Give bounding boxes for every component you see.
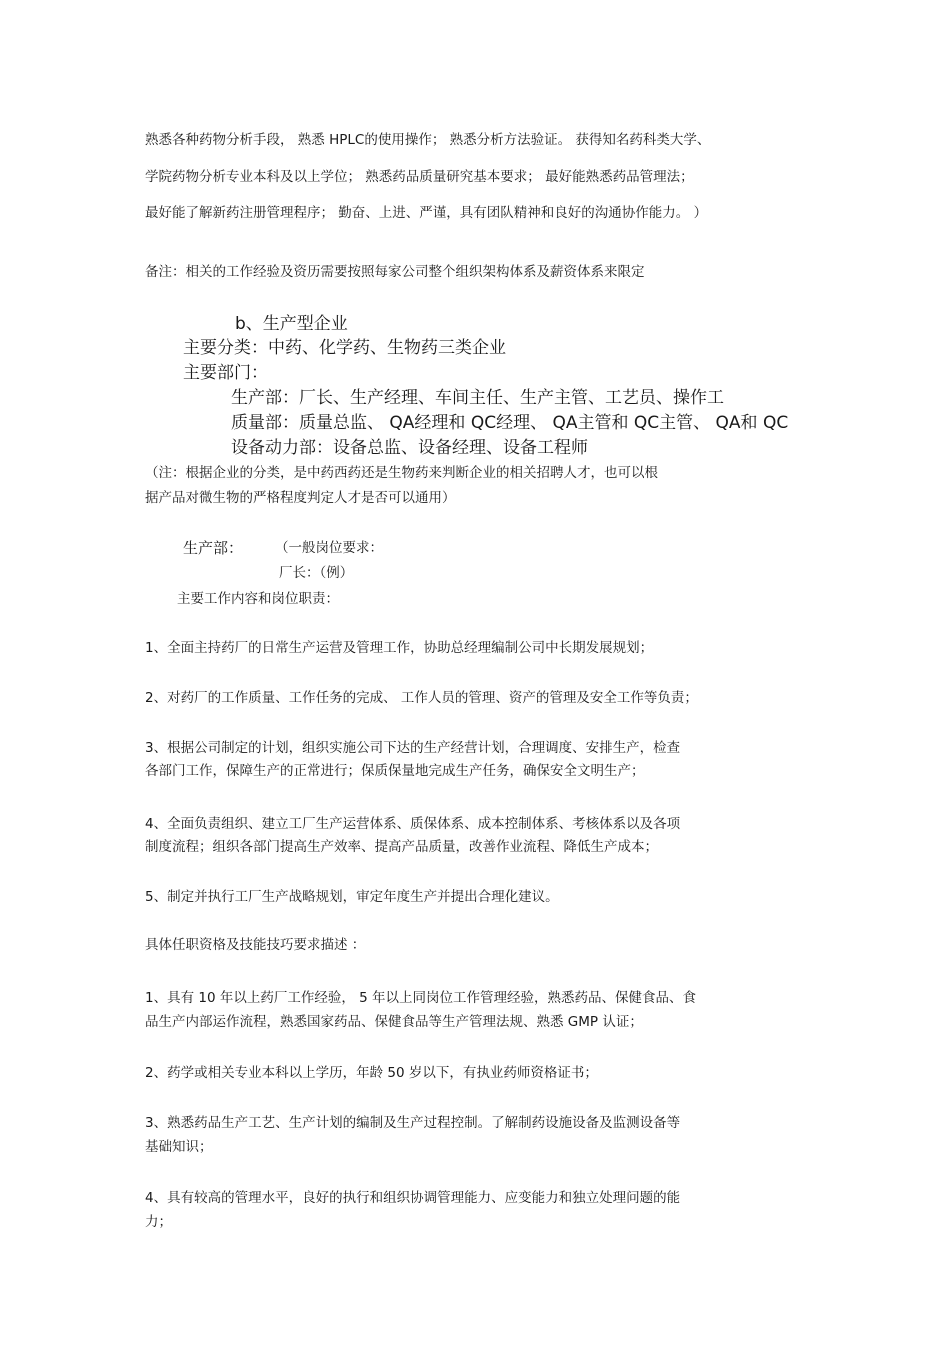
qualification-item-4-line-2: 力； [145,1214,172,1230]
duty-item-4-line-1: 4、全面负责组织、建立工厂生产运营体系、质保体系、成本控制体系、考核体系以及各项 [145,816,681,832]
duties-title: 主要工作内容和岗位职责： [177,591,339,607]
qualification-item-2: 2、药学或相关专业本科以上学历，年龄 50 岁以下，有执业药师资格证书； [145,1065,598,1081]
intro-line-3: 最好能了解新药注册管理程序； 勤奋、上进、严谨，具有团队精神和良好的沟通协作能力。 ） [145,205,708,221]
note-line-1: （注：根据企业的分类，是中药西药还是生物药来判断企业的相关招聘人才，也可以根 [145,465,658,481]
general-requirement: （一般岗位要求： [275,540,383,556]
remark-text: 备注：相关的工作经验及资历需要按照每家公司整个组织架构体系及薪资体系来限定 [145,264,645,280]
main-departments-label: 主要部门： [183,363,268,383]
qualification-item-1-line-1: 1、具有 10 年以上药厂工作经验， 5 年以上同岗位工作管理经验，熟悉药品、保健食品、食 [145,990,697,1006]
duty-item-3-line-2: 各部门工作，保障生产的正常进行；保质保量地完成生产任务，确保安全文明生产； [145,763,645,779]
qualification-item-3-line-1: 3、熟悉药品生产工艺、生产计划的编制及生产过程控制。了解制药设施设备及监测设备等 [145,1115,681,1131]
intro-line-1: 熟悉各种药物分析手段， 熟悉 HPLC的使用操作； 熟悉分析方法验证。 获得知名药科类大学、 [145,132,711,148]
qualification-item-1-line-2: 品生产内部运作流程，熟悉国家药品、保健食品等生产管理法规、熟悉 GMP 认证； [145,1014,643,1030]
main-category: 主要分类：中药、化学药、生物药三类企业 [183,338,506,358]
note-line-2: 据产品对微生物的严格程度判定人才是否可以通用） [145,490,456,506]
dept-equipment: 设备动力部：设备总监、设备经理、设备工程师 [231,438,588,458]
dept-quality: 质量部：质量总监、 QA经理和 QC经理、 QA主管和 QC主管、 QA和 QC [231,413,789,433]
duty-item-3-line-1: 3、根据公司制定的计划，组织实施公司下达的生产经营计划，合理调度、安排生产，检查 [145,740,681,756]
duty-item-4-line-2: 制度流程；组织各部门提高生产效率、提高产品质量，改善作业流程、降低生产成本； [145,839,658,855]
dept-production: 生产部：厂长、生产经理、车间主任、生产主管、工艺员、操作工 [231,388,724,408]
duty-item-5: 5、制定并执行工厂生产战略规划，审定年度生产并提出合理化建议。 [145,889,559,905]
duty-item-1: 1、全面主持药厂的日常生产运营及管理工作，协助总经理编制公司中长期发展规划； [145,640,654,656]
example-factory-director: 厂长：（例） [279,565,354,581]
production-label: 生产部： [183,539,244,557]
intro-line-2: 学院药物分析专业本科及以上学位； 熟悉药品质量研究基本要求； 最好能熟悉药品管理法； [145,169,694,185]
qualification-item-4-line-1: 4、具有较高的管理水平，良好的执行和组织协调管理能力、应变能力和独立处理问题的能 [145,1190,681,1206]
qualification-item-3-line-2: 基础知识； [145,1139,213,1155]
qualifications-title: 具体任职资格及技能技巧要求描述 ： [145,937,366,953]
duty-item-2: 2、对药厂的工作质量、工作任务的完成、 工作人员的管理、资产的管理及安全工作等负责； [145,690,698,706]
section-b-title: b、生产型企业 [235,314,348,334]
